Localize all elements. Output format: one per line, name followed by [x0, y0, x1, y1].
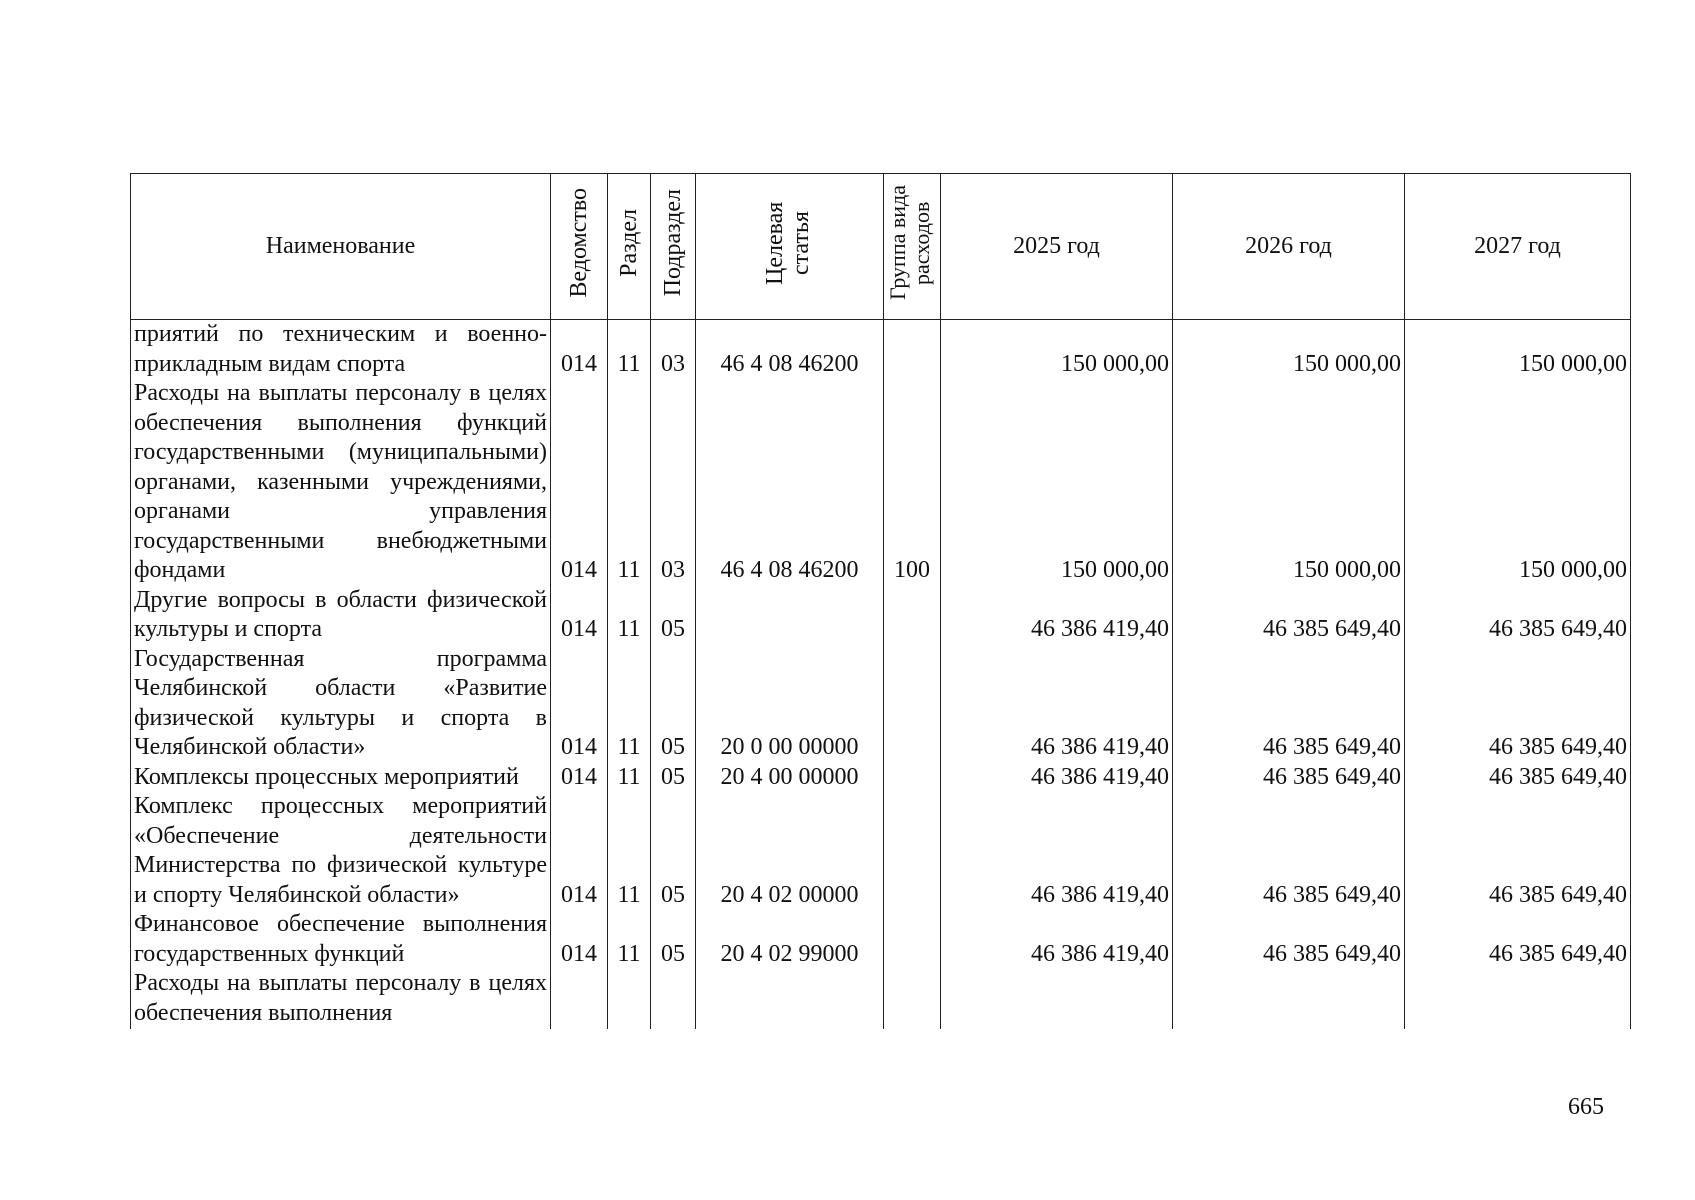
cell-2026: 150 000,00 — [1173, 379, 1405, 586]
cell-2025 — [941, 969, 1173, 1029]
cell-group — [884, 645, 941, 763]
cell-2027: 150 000,00 — [1405, 320, 1631, 380]
cell-2025: 150 000,00 — [941, 320, 1173, 380]
cell-name: Комплексы процессных мероприятий — [131, 763, 551, 793]
cell-target: 20 4 02 00000 — [696, 792, 884, 910]
cell-name: Финансовое обеспечение выполнения государственных функций — [131, 910, 551, 969]
cell-vedomstvo: 014 — [551, 320, 608, 380]
cell-vedomstvo — [551, 969, 608, 1029]
cell-name: Расходы на выплаты персоналу в целях обеспечения выполнения функций государственными (муниципальными) органами, казенными учреждениями, органами управления государственными внебюджетными фондами — [131, 379, 551, 586]
cell-name: Государственная программа Челябинской области «Развитие физической культуры и спорта в Челябинской области» — [131, 645, 551, 763]
cell-2027: 46 385 649,40 — [1405, 792, 1631, 910]
table-row — [131, 910, 1631, 969]
header-target: Целевая статья — [696, 174, 884, 320]
cell-razdel: 11 — [608, 763, 651, 793]
cell-vedomstvo: 014 — [551, 763, 608, 793]
cell-name: Расходы на выплаты персоналу в целях обеспечения выполнения — [131, 969, 551, 1029]
header-2025: 2025 год — [941, 174, 1173, 320]
cell-2027 — [1405, 969, 1631, 1029]
cell-target — [696, 969, 884, 1029]
cell-vedomstvo: 014 — [551, 379, 608, 586]
header-vedomstvo: Ведомство — [551, 174, 608, 320]
table-header-row — [131, 174, 1631, 320]
cell-group — [884, 320, 941, 380]
cell-razdel: 11 — [608, 910, 651, 969]
cell-podrazdel: 03 — [651, 320, 696, 380]
cell-podrazdel: 05 — [651, 910, 696, 969]
cell-2026: 150 000,00 — [1173, 320, 1405, 380]
table-row — [131, 320, 1631, 380]
table-row — [131, 586, 1631, 645]
cell-2026: 46 385 649,40 — [1173, 586, 1405, 645]
cell-razdel: 11 — [608, 379, 651, 586]
table-row — [131, 379, 1631, 586]
table-row — [131, 792, 1631, 910]
cell-2027: 46 385 649,40 — [1405, 763, 1631, 793]
cell-2025: 46 386 419,40 — [941, 645, 1173, 763]
header-razdel: Раздел — [608, 174, 651, 320]
table-row — [131, 763, 1631, 793]
cell-podrazdel: 03 — [651, 379, 696, 586]
cell-vedomstvo: 014 — [551, 586, 608, 645]
cell-2026: 46 385 649,40 — [1173, 763, 1405, 793]
cell-podrazdel: 05 — [651, 645, 696, 763]
cell-group — [884, 763, 941, 793]
cell-podrazdel — [651, 969, 696, 1029]
cell-2026 — [1173, 969, 1405, 1029]
cell-target: 20 0 00 00000 — [696, 645, 884, 763]
cell-target: 46 4 08 46200 — [696, 379, 884, 586]
cell-group — [884, 910, 941, 969]
cell-group — [884, 586, 941, 645]
cell-2026: 46 385 649,40 — [1173, 645, 1405, 763]
cell-2025: 46 386 419,40 — [941, 763, 1173, 793]
table-row — [131, 645, 1631, 763]
cell-group — [884, 792, 941, 910]
cell-vedomstvo: 014 — [551, 910, 608, 969]
header-2026: 2026 год — [1173, 174, 1405, 320]
cell-razdel: 11 — [608, 645, 651, 763]
header-name: Наименование — [131, 174, 551, 320]
cell-razdel: 11 — [608, 586, 651, 645]
cell-2027: 150 000,00 — [1405, 379, 1631, 586]
cell-2027: 46 385 649,40 — [1405, 645, 1631, 763]
cell-razdel: 11 — [608, 792, 651, 910]
cell-podrazdel: 05 — [651, 586, 696, 645]
cell-target: 46 4 08 46200 — [696, 320, 884, 380]
cell-podrazdel: 05 — [651, 763, 696, 793]
cell-2025: 46 386 419,40 — [941, 792, 1173, 910]
cell-2027: 46 385 649,40 — [1405, 910, 1631, 969]
cell-name: Другие вопросы в области физической культуры и спорта — [131, 586, 551, 645]
cell-group: 100 — [884, 379, 941, 586]
cell-razdel — [608, 969, 651, 1029]
header-podrazdel: Подраздел — [651, 174, 696, 320]
cell-2027: 46 385 649,40 — [1405, 586, 1631, 645]
cell-name: приятий по техническим и военно-прикладным видам спорта — [131, 320, 551, 380]
cell-2025: 46 386 419,40 — [941, 586, 1173, 645]
cell-2026: 46 385 649,40 — [1173, 792, 1405, 910]
cell-target: 20 4 02 99000 — [696, 910, 884, 969]
cell-2025: 150 000,00 — [941, 379, 1173, 586]
page-number: 665 — [1568, 1094, 1604, 1120]
cell-razdel: 11 — [608, 320, 651, 380]
cell-name: Комплекс процессных мероприятий «Обеспечение деятельности Министерства по физической культуре и спорту Челябинской области» — [131, 792, 551, 910]
cell-target: 20 4 00 00000 — [696, 763, 884, 793]
cell-group — [884, 969, 941, 1029]
cell-podrazdel: 05 — [651, 792, 696, 910]
table-body — [131, 320, 1631, 1030]
table-row — [131, 969, 1631, 1029]
header-2027: 2027 год — [1405, 174, 1631, 320]
cell-2025: 46 386 419,40 — [941, 910, 1173, 969]
header-group: Группа вида расходов — [884, 174, 941, 320]
cell-vedomstvo: 014 — [551, 645, 608, 763]
cell-2026: 46 385 649,40 — [1173, 910, 1405, 969]
cell-target — [696, 586, 884, 645]
cell-vedomstvo: 014 — [551, 792, 608, 910]
budget-table — [130, 173, 1631, 1029]
